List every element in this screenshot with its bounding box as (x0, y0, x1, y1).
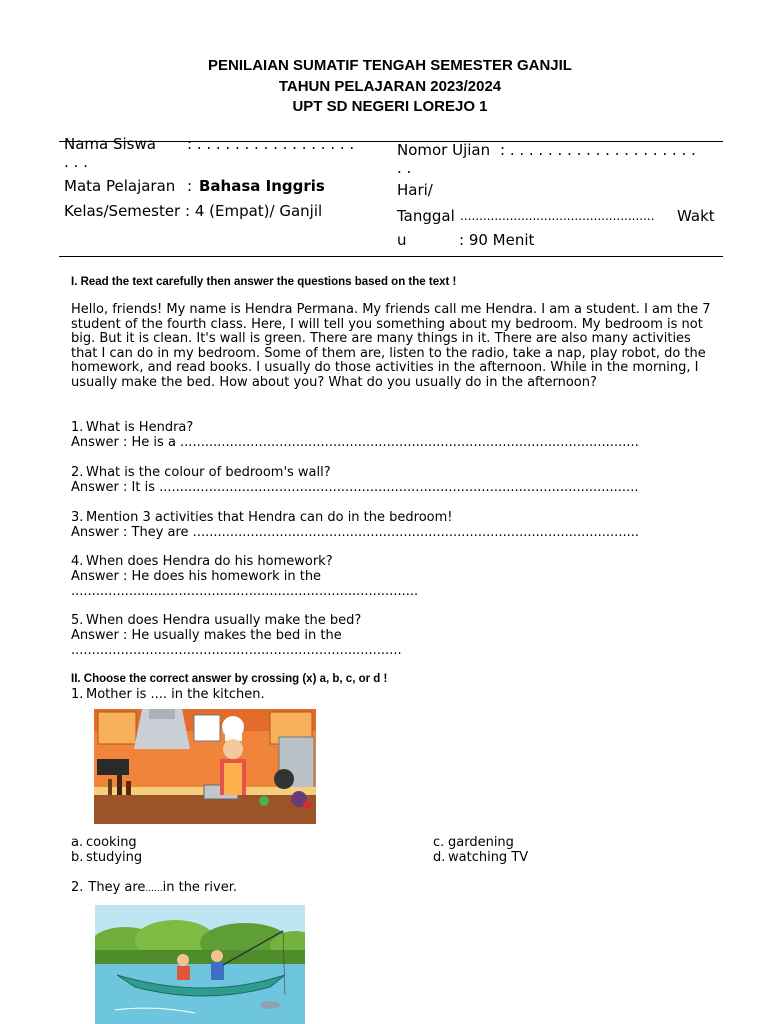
answer-3: Answer : They are ............................................................................................................ (71, 525, 639, 540)
subject-label: Mata Pelajaran (64, 177, 176, 195)
student-name-label: Nama Siswa (64, 135, 156, 153)
time-label-part1: Wakt (677, 207, 715, 225)
date-label: Tanggal (397, 207, 455, 225)
option-a[interactable] (71, 835, 137, 850)
time-value: : 90 Menit (459, 231, 535, 249)
exam-number-dots: : . . . . . . . . . . . . . . . . . . . . (500, 141, 696, 159)
question-number: 2. (71, 880, 84, 895)
subject-colon: : (187, 177, 193, 195)
question-text-start: They are (88, 880, 146, 895)
answer-4: Answer : He does his homework in the (71, 569, 322, 584)
question-text: Mother is .... in the kitchen. (86, 687, 265, 702)
question-2 (71, 465, 331, 480)
answer-2: Answer : It is .................................................................................................................... (71, 480, 639, 495)
question-3 (71, 510, 453, 525)
school-year: TAHUN PELAJARAN 2023/2024 (278, 78, 502, 95)
day-label: Hari/ (397, 181, 433, 199)
class-semester: Kelas/Semester : 4 (Empat)/ Ganjil (64, 202, 323, 220)
option-text: watching TV (448, 850, 529, 865)
question-text: When does Hendra do his homework? (86, 554, 333, 569)
option-text: cooking (86, 835, 137, 850)
section-2-instruction: II. Choose the correct answer by crossing (x) a, b, c, or d ! (71, 673, 388, 685)
question-text: When does Hendra usually make the bed? (86, 613, 362, 628)
answer-1: Answer : He is a ............................................................................................................... (71, 435, 639, 450)
question-blank: ...... (145, 884, 163, 894)
student-name-dots-cont: . . . (64, 153, 88, 171)
question-number: 5. (71, 613, 84, 628)
option-b[interactable] (71, 850, 142, 865)
mc-question-1 (71, 687, 265, 702)
option-letter: b. (71, 850, 84, 865)
question-text: What is the colour of bedroom's wall? (86, 465, 331, 480)
question-text: Mention 3 activities that Hendra can do in the bedroom! (86, 510, 453, 525)
time-label-part2: u (397, 231, 407, 249)
answer-4-dots: .................................................................................... (71, 584, 419, 599)
option-letter: c. (433, 835, 445, 850)
question-number: 3. (71, 510, 84, 525)
exam-title: PENILAIAN SUMATIF TENGAH SEMESTER GANJIL (208, 57, 572, 74)
mc-question-2 (71, 880, 237, 895)
question-number: 1. (71, 687, 84, 702)
kitchen-cooking-illustration (94, 709, 316, 824)
option-text: gardening (448, 835, 514, 850)
option-d[interactable] (433, 850, 528, 865)
identity-bottom-rule (59, 256, 723, 257)
subject-value: Bahasa Inggris (199, 177, 325, 195)
option-c[interactable] (433, 835, 514, 850)
question-4 (71, 554, 333, 569)
option-text: studying (86, 850, 143, 865)
question-number: 4. (71, 554, 84, 569)
question-text: What is Hendra? (86, 420, 194, 435)
section-1-instruction: I. Read the text carefully then answer the questions based on the text ! (71, 276, 457, 288)
option-letter: a. (71, 835, 84, 850)
exam-number-dots-cont: . . (397, 159, 412, 177)
answer-5: Answer : He usually makes the bed in the (71, 628, 342, 643)
question-text-end: in the river. (162, 880, 237, 895)
question-number: 2. (71, 465, 84, 480)
reading-passage: Hello, friends! My name is Hendra Permana. My friends call me Hendra. I am a student. I am the 7 student of the fourth class. Here, I will tell you something about my bedroom. My bedroom is not big. But it is clean. It's wall is green. There are many things in it. There are also many activities that I can do in my bedroom. Some of them are, listen to the radio, take a nap, play robot, do the homework, and read books. I usually do those activities in the afternoon. While in the morning, I usually make the bed. How about you? What do you usually do in the afternoon? (71, 302, 711, 390)
school-name: UPT SD NEGERI LOREJO 1 (292, 98, 488, 115)
question-1 (71, 420, 193, 435)
option-letter: d. (433, 850, 446, 865)
exam-number-label: Nomor Ujian (397, 141, 491, 159)
student-name-dots: : . . . . . . . . . . . . . . . . . (187, 135, 355, 153)
question-number: 1. (71, 420, 84, 435)
question-5 (71, 613, 361, 628)
river-boat-illustration (95, 905, 305, 1024)
date-dots: ................................................... (460, 209, 655, 223)
answer-5-dots: ................................................................................ (71, 643, 402, 658)
